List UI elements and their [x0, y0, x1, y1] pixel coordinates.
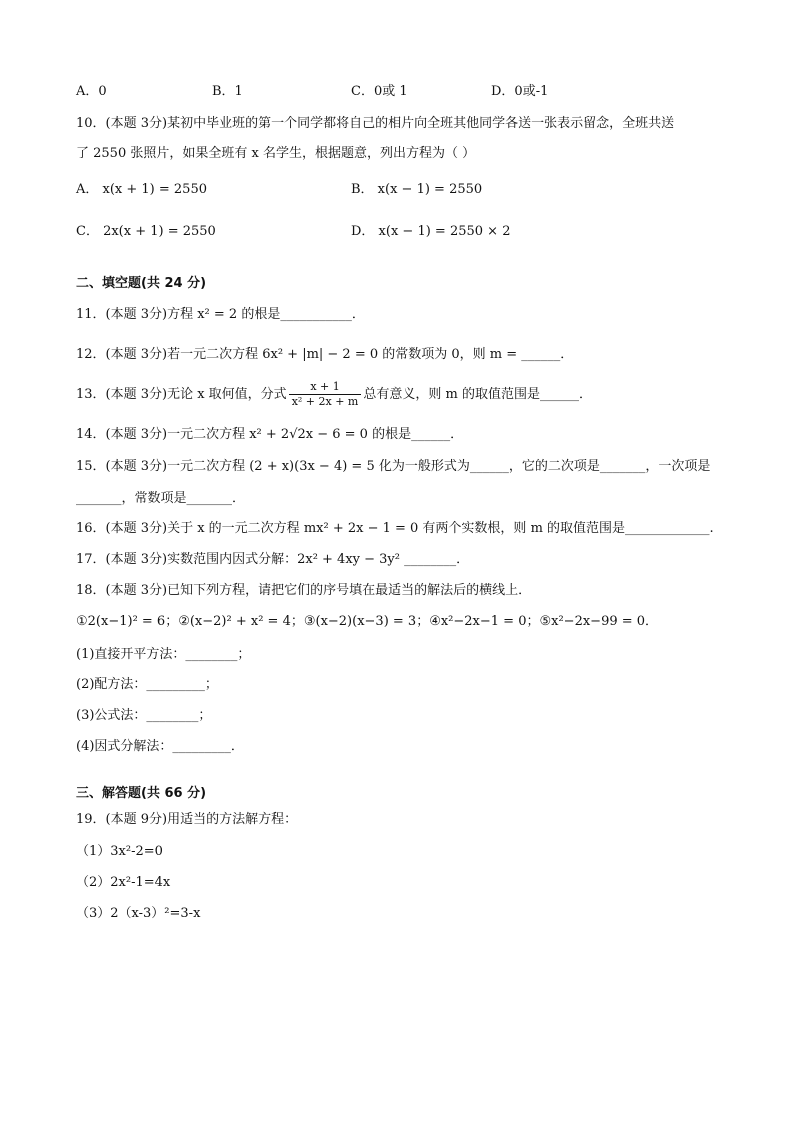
q19-intro: 19．(本题 9分)用适当的方法解方程：	[76, 812, 298, 827]
question-13	[76, 380, 592, 409]
q18-part-3: (3)公式法：________；	[76, 708, 212, 723]
q13-suffix: 总有意义，则 m 的取值范围是______．	[363, 387, 592, 402]
question-12: 12．(本题 3分)若一元二次方程 6x² + |m| − 2 = 0 的常数项为 0，则 m = ______．	[76, 347, 574, 362]
q19-part-3: （3）2（x-3）²=3-x	[76, 906, 201, 921]
q10-option-d: D． x(x − 1) = 2550 × 2	[351, 224, 511, 239]
q13-prefix: 13．(本题 3分)无论 x 取何值，分式	[76, 387, 287, 402]
q13-numerator: x + 1	[289, 380, 362, 395]
q15-line2: _______，常数项是_______．	[76, 491, 246, 506]
section-fill-in-heading: 二、填空题(共 24 分)	[76, 276, 207, 291]
q18-intro: 18．(本题 3分)已知下列方程，请把它们的序号填在最适当的解法后的横线上．	[76, 583, 532, 598]
question-17: 17．(本题 3分)实数范围内因式分解：2x² + 4xy − 3y² ________．	[76, 552, 470, 567]
q15-line1: 15．(本题 3分)一元二次方程 (2 + x)(3x − 4) = 5 化为一般形式为______，它的二次项是_______，一次项是	[76, 459, 711, 474]
q9-option-d: D．0或-1	[491, 84, 549, 99]
q19-part-1: （1）3x²-2=0	[76, 844, 163, 859]
q10-option-b: B． x(x − 1) = 2550	[351, 182, 483, 197]
q10-line1: 10．(本题 3分)某初中毕业班的第一个同学都将自己的相片向全班其他同学各送一张表示留念，全班共送	[76, 116, 675, 131]
question-16: 16．(本题 3分)关于 x 的一元二次方程 mx² + 2x − 1 = 0 有两个实数根，则 m 的取值范围是_____________.	[76, 521, 714, 536]
q19-part-2: （2）2x²-1=4x	[76, 875, 171, 890]
section-solve-heading: 三、解答题(共 66 分)	[76, 786, 207, 801]
q10-line2: 了 2550 张照片，如果全班有 x 名学生，根据题意，列出方程为（ ）	[76, 146, 476, 161]
q18-part-4: (4)因式分解法：_________．	[76, 739, 244, 754]
q9-option-b: B．1	[212, 84, 243, 99]
q18-part-1: (1)直接开平方法：________；	[76, 647, 251, 662]
question-11: 11．(本题 3分)方程 x² = 2 的根是___________．	[76, 307, 365, 322]
q10-option-a: A． x(x + 1) = 2550	[76, 182, 207, 197]
q13-fraction	[289, 380, 362, 409]
q9-option-c: C．0或 1	[351, 84, 408, 99]
q9-option-a: A．0	[76, 84, 107, 99]
q18-equations: ①2(x−1)² = 6；②(x−2)² + x² = 4；③(x−2)(x−3) = 3；④x²−2x−1 = 0；⑤x²−2x−99 = 0．	[76, 614, 659, 629]
q13-denominator: x² + 2x + m	[291, 395, 359, 408]
q10-option-c: C． 2x(x + 1) = 2550	[76, 224, 216, 239]
q18-part-2: (2)配方法：_________；	[76, 677, 218, 692]
question-14: 14．(本题 3分)一元二次方程 x² + 2√2x − 6 = 0 的根是______．	[76, 427, 464, 442]
